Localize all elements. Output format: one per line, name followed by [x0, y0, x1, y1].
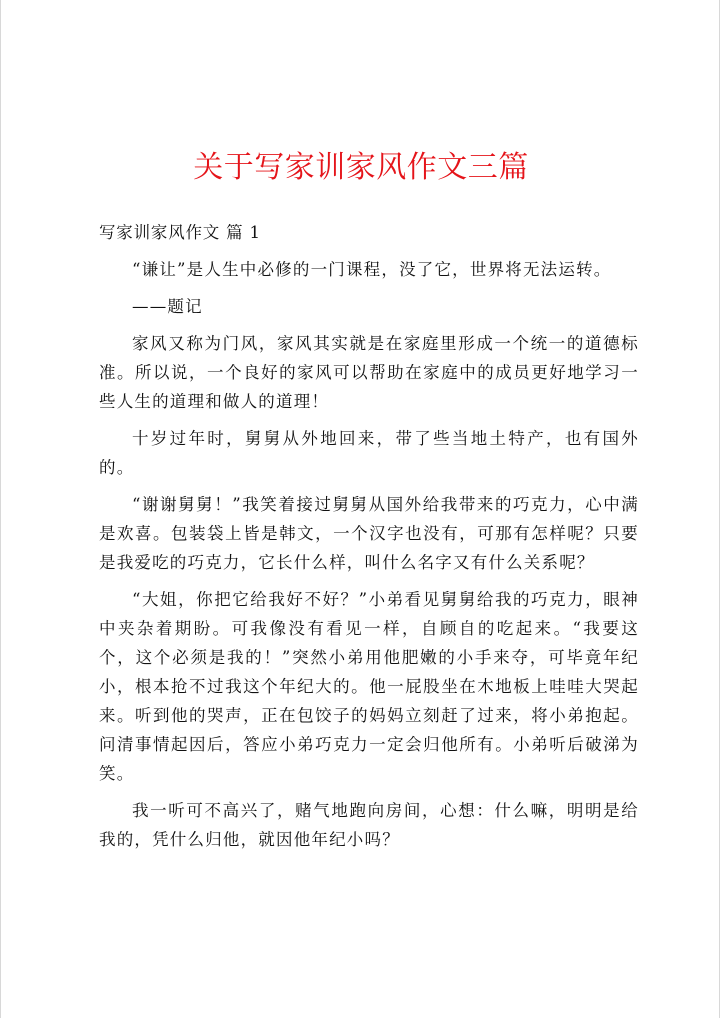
paragraph: 我一听可不高兴了，赌气地跑向房间，心想：什么嘛，明明是给我的，凭什么归他，就因他年纪小吗？ [99, 801, 639, 849]
section-heading: 写家训家风作文 篇 1 [99, 223, 261, 242]
document-body [99, 218, 639, 862]
paragraph: “大姐，你把它给我好不好？”小弟看见舅舅给我的巧克力，眼神中夹杂着期盼。可我像没有看见一样，自顾自的吃起来。“我要这个，这个必须是我的！”突然小弟用他肥嫩的小手来夺，可毕竟年纪小，根本抢不过我这个年纪大的。他一屁股坐在木地板上哇哇大哭起来。听到他的哭声，正在包饺子的妈妈立刻赶了过来，将小弟抱起。问清事情起因后，答应小弟巧克力一定会归他所有。小弟听后破涕为笑。 [99, 590, 639, 783]
paragraph: “谢谢舅舅！”我笑着接过舅舅从国外给我带来的巧克力，心中满是欢喜。包装袋上皆是韩文，一个汉字也没有，可那有怎样呢？只要是我爱吃的巧克力，它长什么样，叫什么名字又有什么关系呢？ [99, 495, 639, 572]
paragraph-epigraph-attribution: ——题记 [132, 297, 203, 316]
document-title: 关于写家训家风作文三篇 [193, 150, 529, 185]
paragraph: 十岁过年时，舅舅从外地回来，带了些当地土特产，也有国外的。 [99, 429, 639, 477]
paragraph: 家风又称为门风，家风其实就是在家庭里形成一个统一的道德标准。所以说，一个良好的家风可以帮助在家庭中的成员更好地学习一些人生的道理和做人的道理！ [99, 334, 639, 411]
paragraph-epigraph: “谦让”是人生中必修的一门课程，没了它，世界将无法运转。 [132, 260, 612, 279]
